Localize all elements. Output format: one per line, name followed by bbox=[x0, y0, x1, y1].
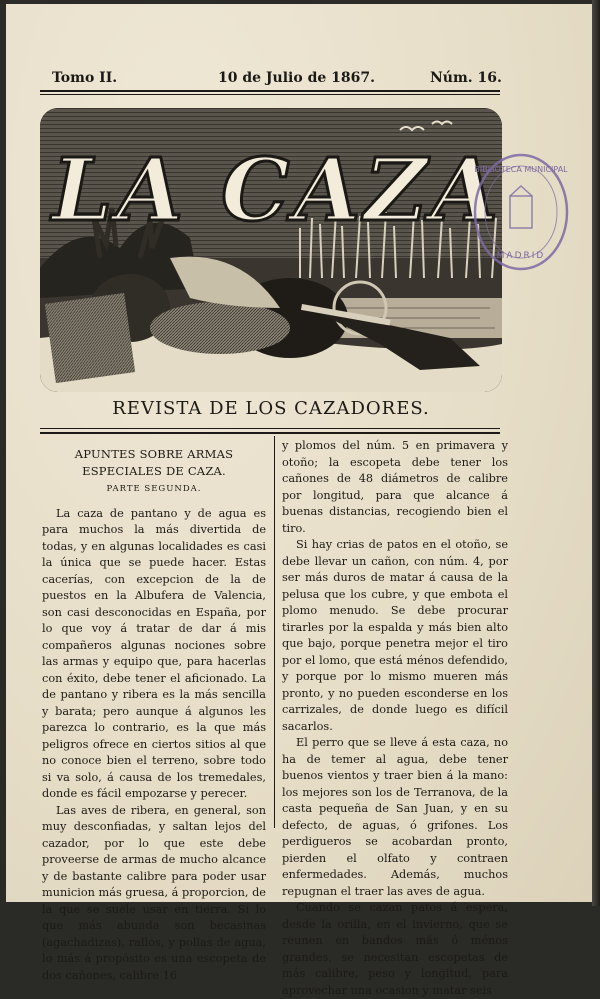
newspaper-page bbox=[6, 4, 592, 997]
volume-label: Tomo II. bbox=[52, 70, 118, 86]
paragraph: El perro que se lleve á esta caza, no ha de temer al agua, debe tener buenos vientos y traer bien á la mano: los mejores son los de Terranova, de la casta pequeña de San Juan, y en su defecto, de aguas, ó grifones. Los perdigueros se acobardan pronto, pierden el olfato y contraen enfermedades. Además, muchos repugnan el traer las aves de agua. bbox=[282, 736, 508, 898]
header-rule bbox=[40, 90, 500, 92]
masthead-subtitle: REVISTA DE LOS CAZADORES. bbox=[112, 398, 430, 419]
date-label: 10 de Julio de 1867. bbox=[218, 70, 375, 86]
article-title: APUNTES SOBRE ARMAS ESPECIALES DE CAZA. bbox=[74, 447, 234, 478]
paragraph: La caza de pantano y de agua es para muchos la más divertida de todas, y en algunas localidades es casi la única que se puede hacer. Estas cacerías, con excepcion de la de puestos en la Albufera de Valencia, son casi desconocidas en España, por lo que voy á tratar de dar á mis compañeros algunas nociones sobre las armas y equipo que, para hacerlas con éxito, debe tener el aficionado. La de pantano y ribera es la más sencilla y barata; pero aunque á algunos les parezca lo contrario, es la que más peligros ofrece en ciertos sitios al que no conoce bien el terreno, sobre todo si va solo, á causa de los tremedales, donde es fácil empozarse y perecer. bbox=[42, 506, 266, 800]
masthead-title: LA CAZA bbox=[52, 140, 502, 241]
article-part: PARTE SEGUNDA. bbox=[106, 484, 202, 494]
left-column bbox=[42, 442, 266, 984]
subtitle-rule bbox=[40, 428, 500, 429]
paragraph: Las aves de ribera, en general, son muy desconfiadas, y saltan lejos del cazador, por lo que este debe proveerse de armas de mucho alcance y de bastante calibre para poder usar municion más gruesa, á proporcion, de la que se suele usar en tierra. Si lo que más abunda son becasinas (agachadizas), rallos, y pollas de agua, lo más á propósito es una escopeta de dos cañones, calibre 16 bbox=[42, 803, 266, 982]
library-stamp bbox=[472, 152, 570, 272]
stamp-text-bottom: MADRID bbox=[496, 251, 546, 261]
header-rule-thin bbox=[40, 94, 500, 95]
subtitle-rule-thick bbox=[40, 432, 500, 434]
paragraph: Cuando se cazan patos á espera, desde la orilla, en el invierno, que se reunen en bandos más ó ménos grandes, se necesitan escopetas de más calibre, peso y longitud, para aprovechar una ocasion y matar seis bbox=[282, 901, 508, 997]
column-divider bbox=[274, 436, 275, 828]
stamp-text-top: BIBLIOTECA MUNICIPAL bbox=[474, 165, 568, 174]
masthead-illustration bbox=[40, 108, 502, 392]
paragraph: Si hay crias de patos en el otoño, se debe llevar un cañon, con núm. 4, por ser más duros de matar á causa de la pelusa que los cubre, y que embota el plomo menudo. Se debe procurar tirarles por la espalda y más bien alto que bajo, porque penetra mejor el tiro por el lomo, que está ménos defendido, y porque por lo mismo mueren más pronto, y no pueden esconderse en los carrizales, de donde luego es difícil sacarlos. bbox=[282, 538, 508, 733]
issue-number: Núm. 16. bbox=[430, 70, 502, 86]
right-column bbox=[282, 438, 508, 999]
book-spine bbox=[592, 0, 600, 906]
paragraph: y plomos del núm. 5 en primavera y otoño; la escopeta debe tener los cañones de 48 diámetros de calibre por longitud, para que alcance á buenas distancias, recogiendo bien el tiro. bbox=[282, 439, 508, 535]
issue-header bbox=[42, 70, 502, 90]
